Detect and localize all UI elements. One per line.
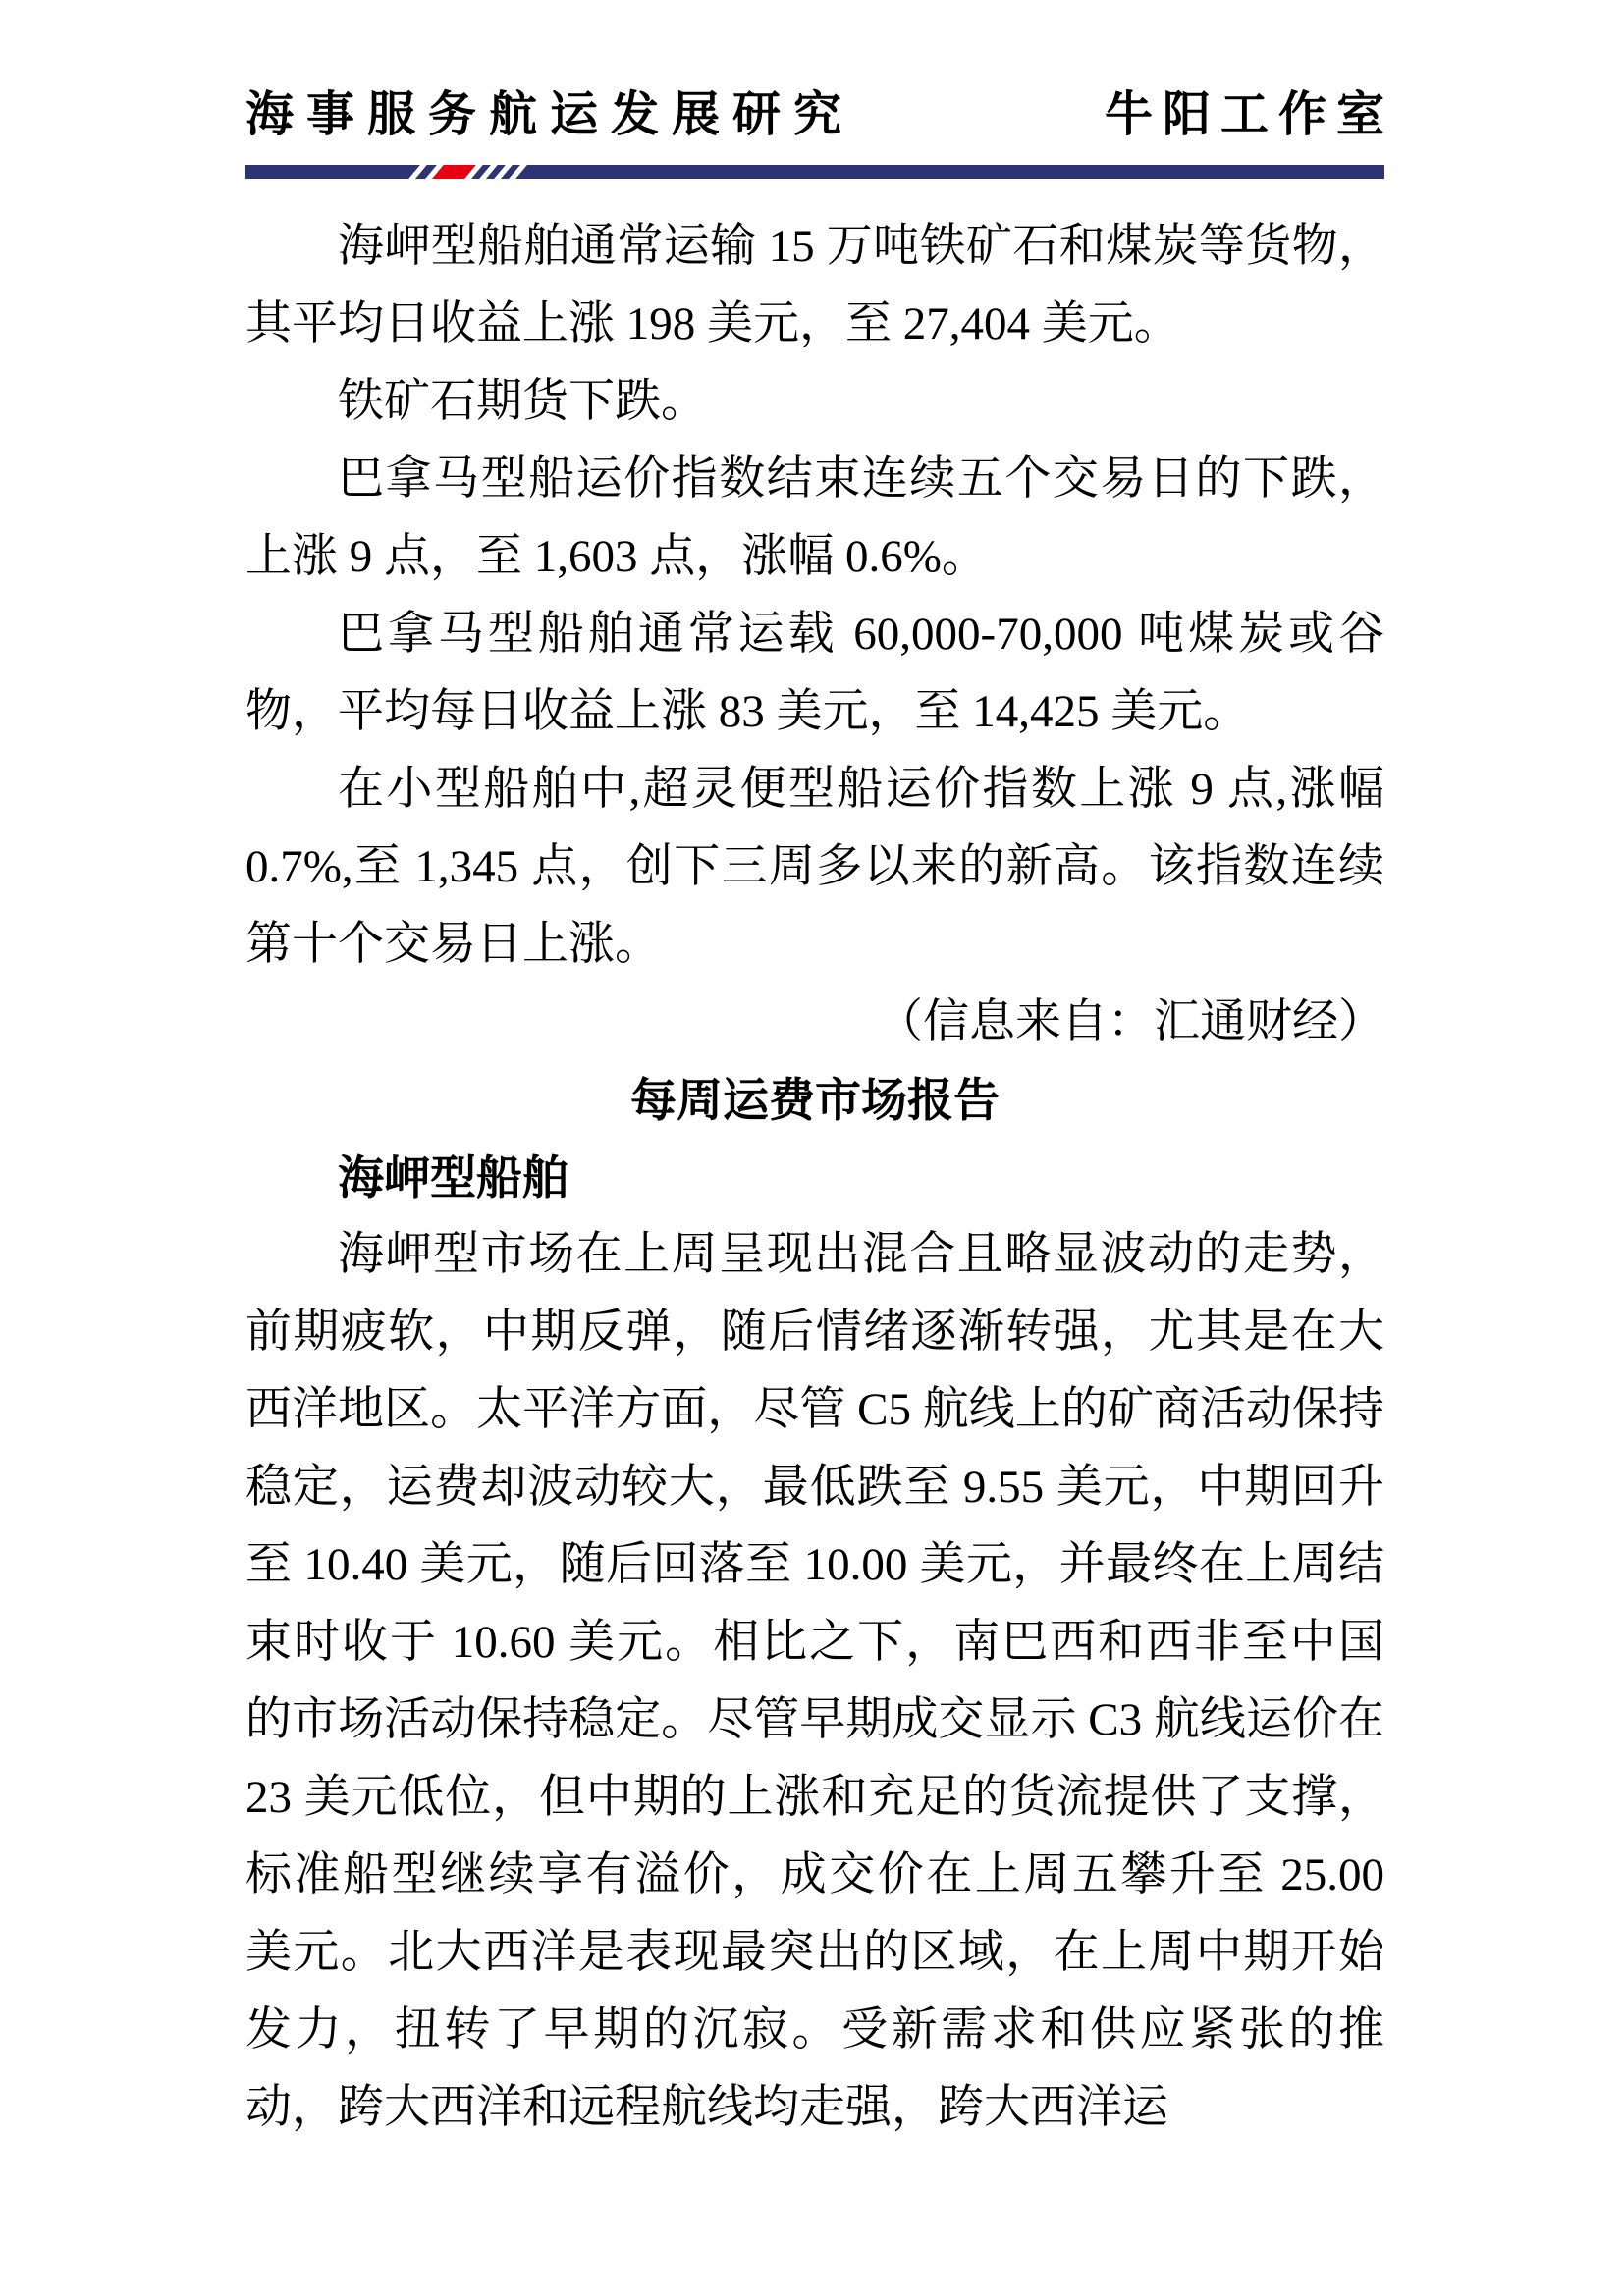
paragraph-supramax-index: 在小型船舶中,超灵便型船运价指数上涨 9 点,涨幅 0.7%,至 1,345 点，创下三周多以来的新高。该指数连续第十个交易日上涨。: [245, 764, 1384, 970]
paragraph-capesize-market-report: 海岬型市场在上周呈现出混合且略显波动的走势，前期疲软，中期反弹，随后情绪逐渐转强，尤其是在大西洋地区。太平洋方面，尽管 C5 航线上的矿商活动保持稳定，运费却波动较大，最低跌至 9.55 美元，中期回升至 10.40 美元，随后回落至 10.00 美元，并最终在上周结束时收于 10.60 美元。相比之下，南巴西和西非至中国的市场活动保持稳定。尽管早期成交显示 C3 航线运价在 23 美元低位，但中期的上涨和充足的货流提供了支撑，标准船型继续享有溢价，成交价在上周五攀升至 25.00 美元。北大西洋是表现最突出的区域，在上周中期开始发力，扭转了早期的沉寂。受新需求和供应紧张的推动，跨大西洋和远程航线均走强，跨大西洋运: [245, 1229, 1384, 2133]
header-title-left: 海事服务航运发展研究: [245, 88, 855, 141]
source-attribution: （信息来自：汇通财经）: [877, 996, 1384, 1047]
paragraph-iron-ore: 铁矿石期货下跌。: [338, 376, 707, 427]
article-body: [245, 208, 1384, 2147]
divider-accent-slashes-icon: [408, 165, 527, 179]
header-divider-bar: [245, 165, 1384, 179]
header-title-right: 牛阳工作室: [1104, 88, 1394, 141]
sub-heading-capesize: 海岬型船舶: [338, 1151, 568, 1203]
paragraph-capesize-earnings: 海岬型船舶通常运输 15 万吨铁矿石和煤炭等货物，其平均日收益上涨 198 美元，至 27,404 美元。: [245, 221, 1384, 349]
page-header: [245, 86, 1394, 143]
section-heading: 每周运费市场报告: [630, 1074, 1000, 1126]
paragraph-panamax-index: 巴拿马型船运价指数结束连续五个交易日的下跌，上涨 9 点，至 1,603 点，涨幅 0.6%。: [245, 454, 1384, 582]
paragraph-panamax-earnings: 巴拿马型船舶通常运载 60,000-70,000 吨煤炭或谷物，平均每日收益上涨 83 美元，至 14,425 美元。: [245, 609, 1384, 737]
